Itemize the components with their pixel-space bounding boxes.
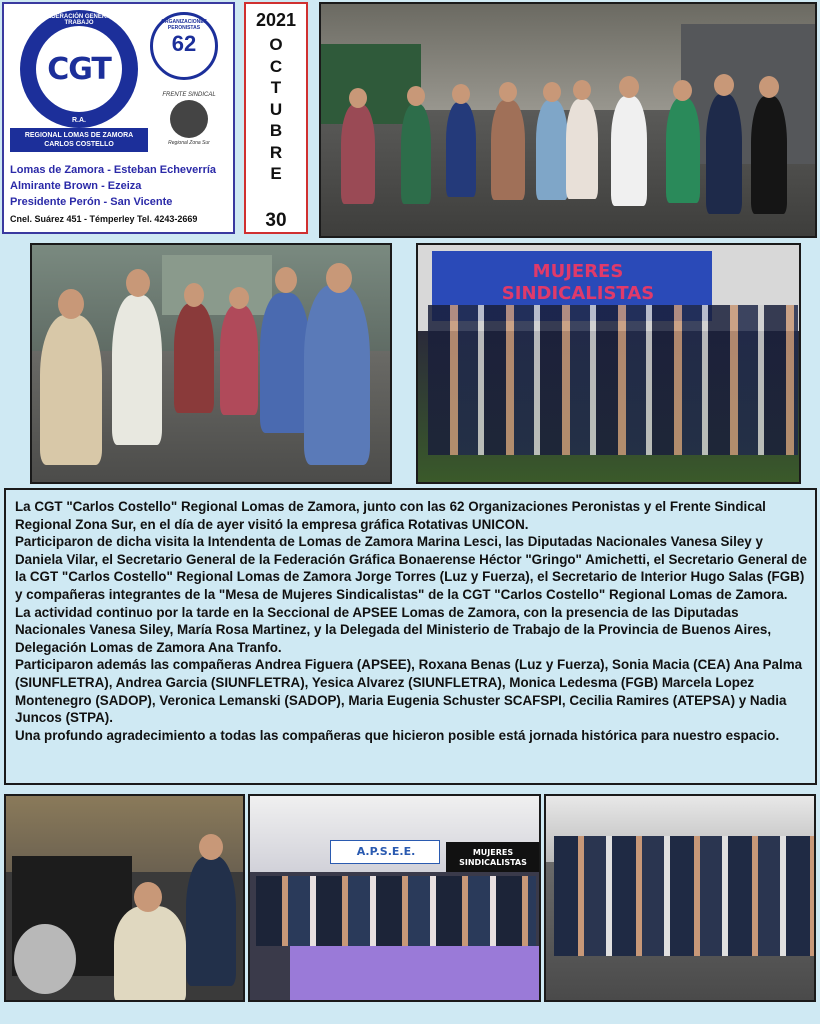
article-paragraph: Una profundo agradecimiento a todas las compañeras que hicieron posible está jornada histórica para nuestro espacio. — [15, 727, 780, 743]
frente-title: FRENTE SINDICAL — [162, 92, 216, 98]
month-letter: T — [270, 78, 282, 97]
month-letter: U — [269, 99, 283, 119]
banner-mujeres-apsee: MUJERES SINDICALISTAS — [459, 848, 527, 867]
date-year: 2021 — [255, 10, 297, 30]
regional-bar-line2: CARLOS COSTELLO — [44, 141, 114, 148]
date-panel — [244, 2, 308, 234]
article-paragraph: Participaron de dicha visita la Intendenta de Lomas de Zamora Marina Lesci, las Diputadas Nacionales Vanesa Siley y Daniela Vilar, el Secretario General de la Federación Gráfica Bonaerense Héctor "Gringo" Amichetti, el Secretario General de la CGT "Carlos Costello" Regional Lomas de Zamora Jorge Torres (Luz y Fuerza), el Secretario de Interior Hugo Salas (FGB) y compañeras integrantes de la "Mesa de Mujeres Sindicalistas" de la CGT "Carlos Costello" Regional Lomas de Zamora. — [15, 534, 807, 602]
article-paragraph: La CGT "Carlos Costello" Regional Lomas de Zamora, junto con las 62 Organizaciones Peronistas y el Frente Sindical Regional Zona Sur, en el día de ayer visitó la empresa gráfica Rotativas UNICON. — [15, 499, 766, 532]
location-line: Lomas de Zamora - Esteban Echeverría — [10, 164, 217, 176]
article-paragraph: Participaron además las compañeras Andrea Figuera (APSEE), Roxana Benas (Luz y Fuerza), Sonia Macia (CEA) Ana Palma (SIUNFLETRA), Andrea Garcia (SIUNFLETRA), Yesica Alvarez (SIUNFLETRA), Monica Ledesma (FGB) Marcela Lopez Montenegro (SADOP), Veronica Lemanski (SADOP), Maria Eugenia Schuster SCAFSPI, Cecilia Ramires (ATEPSA) y Nadia Juncos (STPA). — [15, 657, 803, 726]
month-letter: O — [269, 35, 283, 54]
frente-sindical-logo — [154, 92, 224, 154]
month-letter: C — [269, 56, 283, 76]
month-letter: B — [269, 121, 283, 140]
frente-subtitle: Regional Zona Sur — [168, 140, 210, 146]
header-logo-panel — [2, 2, 235, 234]
address-line: Cnel. Suárez 451 - Témperley Tel. 4243-2669 — [10, 214, 198, 224]
photo-factory-group — [319, 2, 817, 238]
location-line: Almirante Brown - Ezeiza — [10, 180, 142, 192]
regional-bar — [10, 128, 148, 152]
date-month — [246, 34, 306, 185]
photo-women-group — [416, 243, 801, 484]
date-day: 30 — [265, 210, 287, 231]
photo-plant-group — [544, 794, 816, 1002]
month-letter: R — [269, 142, 283, 162]
banner-apsee: A.P.S.E.E. — [356, 845, 416, 858]
location-line: Presidente Perón - San Vicente — [10, 196, 173, 208]
article-text — [4, 488, 817, 785]
photo-printing-machine — [4, 794, 245, 1002]
regional-bar-line1: REGIONAL LOMAS DE ZAMORA — [24, 132, 134, 139]
photo-outdoor-visit — [30, 243, 392, 484]
header-locations — [10, 162, 232, 226]
cgt-logo — [20, 10, 138, 128]
banner-mujeres: MUJERES SINDICALISTAS — [501, 261, 655, 304]
org62-logo — [150, 12, 218, 80]
org62-text: ORGANIZACIONES PERONISTAS — [161, 19, 207, 31]
cgt-mark: CGT — [47, 52, 111, 87]
photo-apsee-meeting — [248, 794, 541, 1002]
article-paragraph: La actividad continuo por la tarde en la Seccional de APSEE Lomas de Zamora, con la presencia de las Diputadas Nacionales Vanesa Siley, María Rosa Martinez, y la Delegada del Ministerio de Trabajo de la Provincia de Buenos Aires, Delegación Lomas de Zamora Ana Tranfo. — [15, 604, 772, 655]
frente-portrait-icon — [170, 100, 208, 138]
cgt-ring-text: CONFEDERACIÓN GENERAL DEL TRABAJO — [30, 14, 128, 26]
month-letter: E — [270, 164, 282, 183]
cgt-ra: R.A. — [72, 117, 86, 124]
org62-number: 62 — [171, 31, 197, 56]
